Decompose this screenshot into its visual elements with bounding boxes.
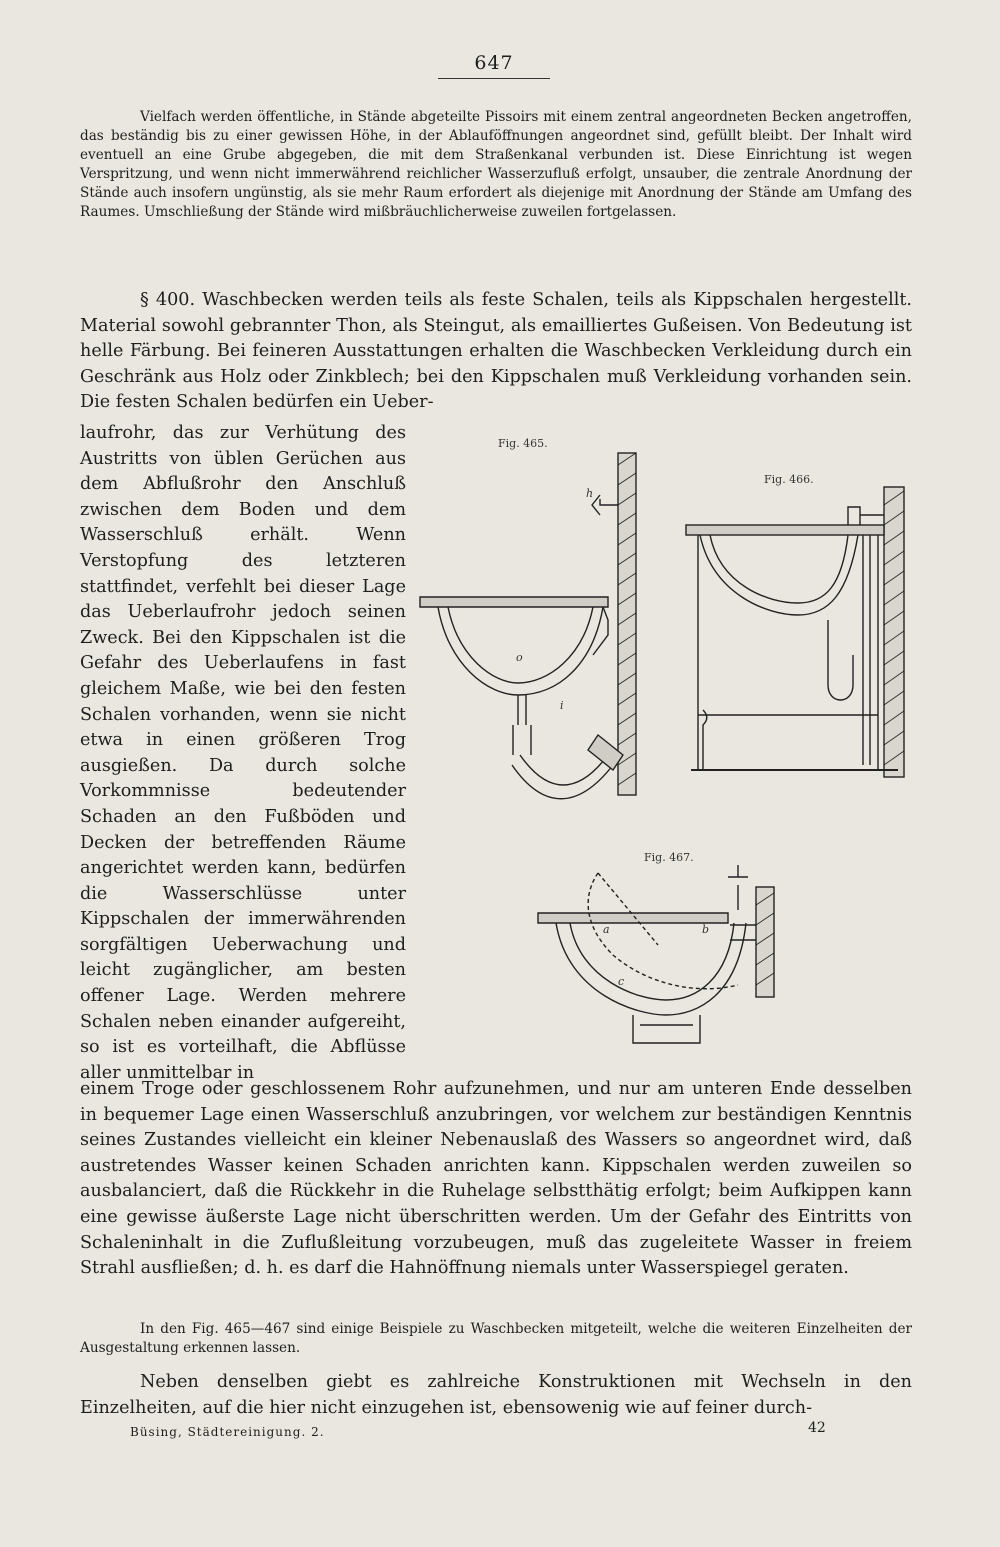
fig-467-label: Fig. 467. xyxy=(644,851,694,864)
paragraph-figures-note: In den Fig. 465—467 sind einige Beispiele zu Waschbecken mitgeteilt, welche die weiteren Einzelheiten der Ausgestaltung erkennen lassen. xyxy=(80,1321,912,1356)
paragraph-final: Neben denselben giebt es zahlreiche Konstruktionen mit Wechseln in den Einzelheiten, auf die hier nicht einzugehen ist, ebensowenig wie auf feiner durch- xyxy=(80,1372,912,1418)
fig-465-label-h: h xyxy=(586,487,594,500)
fig-466-label: Fig. 466. xyxy=(764,473,814,486)
fig-466-drawing xyxy=(686,487,904,777)
paragraph-continuation: einem Troge oder geschlossenem Rohr aufzunehmen, und nur am unteren Ende desselben in bequemer Lage einen Wasserschluß anzubringen, vor welchem zur beständigen Kenntnis seines Zustandes vielleicht ein kleiner Nebenauslaß des Wassers so angeordnet wird, daß austretendes Wasser keinen Schaden anrichten kann. Kippschalen werden zuweilen so ausbalanciert, daß die Rückkehr in die Ruhelage selbstthätig erfolgt; beim Aufkippen kann eine gewisse äußerste Lage nicht überschritten werden. Um der Gefahr des Eintritts von Schaleninhalt in die Zuflußleitung vorzubeugen, muß das zugeleitete Wasser in freiem Strahl ausfließen; d. h. es darf die Hahnöffnung niemals unter Wasserspiegel geraten. xyxy=(80,1079,912,1279)
fig-467-label-b: b xyxy=(702,923,710,936)
fig-467-label-c: c xyxy=(618,975,625,988)
fig-465-drawing xyxy=(420,453,636,799)
fig-467-drawing xyxy=(538,865,774,1043)
fig-465-label-i: i xyxy=(560,699,564,712)
footer-signature: Büsing, Städtereinigung. 2. xyxy=(130,1425,325,1439)
paragraph-column-text: laufrohr, das zur Verhütung des Austritts von üblen Gerüchen aus dem Abflußrohr den Anschluß zwischen dem Boden und dem Wasserschluß erhält. Wenn Verstopfung des letzteren stattfindet, verfehlt bei dieser Lage das Ueberlaufrohr jedoch seinen Zweck. Bei den Kippschalen ist die Gefahr des Ueberlaufens in fast gleichem Maße, wie bei den festen Schalen vorhanden, wenn sie nicht etwa in einen größeren Trog ausgießen. Da durch solche Vorkommnisse bedeutender Schaden an den Fußböden und Decken der betreffenden Räume angerichtet werden kann, bedürfen die Wasserschlüsse unter Kippschalen der immerwährenden sorgfältigen Ueberwachung und leicht zugänglicher, am besten offener Lage. Werden mehrere Schalen neben einander aufgereiht, so ist es vorteilhaft, die Abflüsse aller unmittelbar in xyxy=(80,423,406,1083)
page-number: 647 xyxy=(438,52,550,79)
fig-465-label-o: o xyxy=(516,651,523,664)
paragraph-pissoirs: Vielfach werden öffentliche, in Stände abgeteilte Pissoirs mit einem zentral angeordneten Becken angetroffen, das beständig bis zu einer gewissen Höhe, in der Ablauföffnungen angeordnet sind, gefüllt bleibt. Der Inhalt wird eventuell an eine Grube abgegeben, die mit dem Straßenkanal verbunden ist. Diese Einrichtung ist wegen Verspritzung, und wenn nicht immerwährend reichlicher Wasserzufluß erfolgt, unsauber, die zentrale Anordnung der Stände auch insofern ungünstig, als sie mehr Raum erfordert als diejenige mit Anordnung der Stände am Umfang des Raumes. Umschließung der Stände wird mißbräuchlicherweise zuweilen fortgelassen. xyxy=(80,109,912,220)
waschbecken-figures xyxy=(408,425,916,1085)
fig-465-label: Fig. 465. xyxy=(498,437,548,450)
paragraph-section-400: § 400. Waschbecken werden teils als feste Schalen, teils als Kippschalen hergestellt. Material sowohl gebrannter Thon, als Steingut, als emailliertes Gußeisen. Von Bedeutung ist helle Färbung. Bei feineren Ausstattungen erhalten die Waschbecken Verkleidung durch ein Geschränk aus Holz oder Zinkblech; bei den Kippschalen muß Verkleidung vorhanden sein. Die festen Schalen bedürfen ein Ueber- xyxy=(80,290,912,413)
fig-467-label-a: a xyxy=(603,923,610,936)
footer-sheet-number: 42 xyxy=(808,1420,826,1436)
